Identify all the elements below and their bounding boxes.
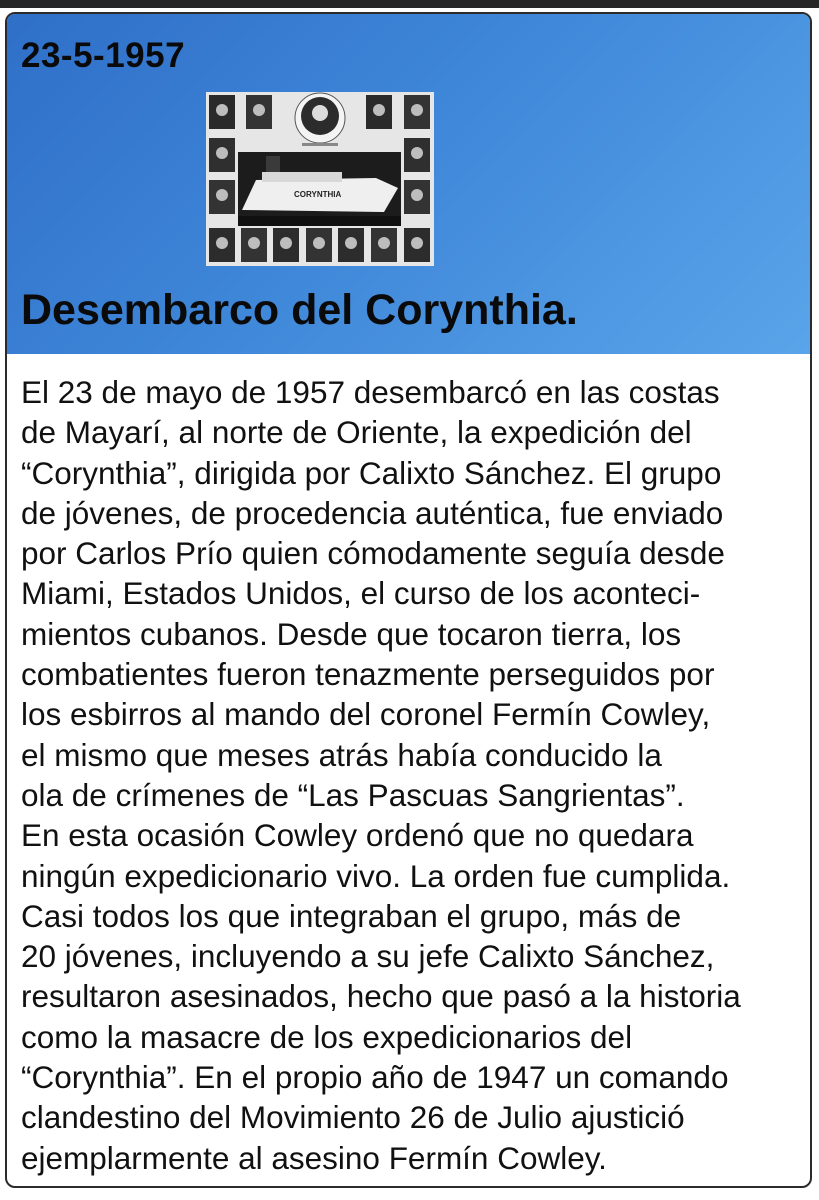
body-line: Miami, Estados Unidos, el curso de los aconteci- [21, 575, 701, 612]
post-title: Desembarco del Corynthia. [21, 286, 578, 334]
body-line: resultaron asesinados, hecho que pasó a la historia [21, 978, 741, 1015]
body-line: 20 jóvenes, incluyendo a su jefe Calixto Sánchez, [21, 938, 715, 975]
card-header [7, 14, 810, 354]
body-line: mientos cubanos. Desde que tocaron tierra, los [21, 615, 682, 652]
body-line: ejemplarmente al asesino Fermín Cowley. [21, 1139, 607, 1176]
ship-name-label: CORYNTHIA [294, 190, 342, 199]
body-line: clandestino del Movimiento 26 de Julio ajustició [21, 1099, 685, 1136]
post-date: 23-5-1957 [21, 36, 186, 75]
historical-photo[interactable] [206, 92, 434, 266]
body-line: ningún expedicionario vivo. La orden fue cumplida. [21, 857, 731, 894]
body-line: “Corynthia”. En el propio año de 1947 un comando [21, 1059, 729, 1096]
body-line: “Corynthia”, dirigida por Calixto Sánchez. El grupo [21, 454, 722, 491]
top-status-bar [0, 0, 819, 8]
body-line: los esbirros al mando del coronel Fermín Cowley, [21, 696, 711, 733]
body-line: de jóvenes, de procedencia auténtica, fue enviado [21, 494, 724, 531]
body-line: por Carlos Prío quien cómodamente seguía desde [21, 535, 725, 572]
body-line: de Mayarí, al norte de Oriente, la expedición del [21, 414, 692, 451]
body-line: El 23 de mayo de 1957 desembarcó en las costas [21, 374, 720, 410]
body-line: ola de crímenes de “Las Pascuas Sangrientas”. [21, 776, 685, 813]
body-line: En esta ocasión Cowley ordenó que no quedara [21, 817, 694, 854]
post-body [21, 372, 806, 1178]
body-line: el mismo que meses atrás había conducido la [21, 736, 662, 773]
post-card [5, 12, 812, 1188]
body-line: combatientes fueron tenazmente perseguidos por [21, 656, 715, 693]
body-line: como la masacre de los expedicionarios del [21, 1018, 633, 1055]
body-line: Casi todos los que integraban el grupo, más de [21, 897, 682, 934]
